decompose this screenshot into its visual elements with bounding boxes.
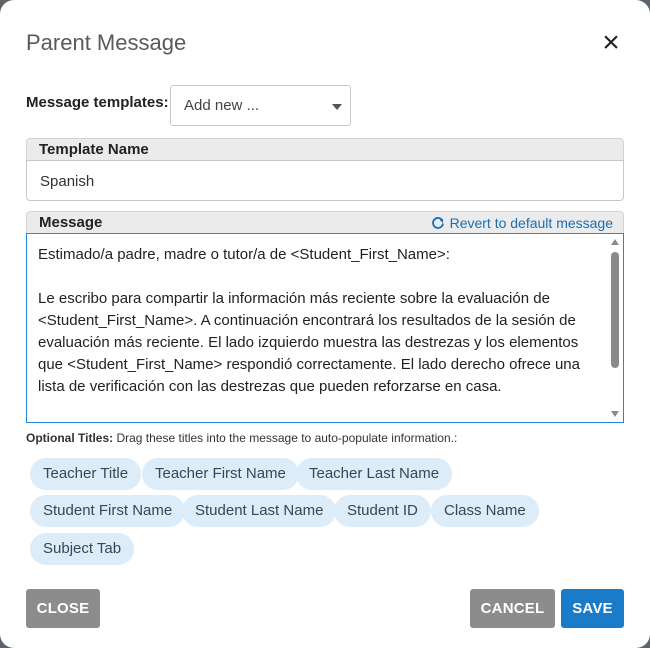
chip-subject-tab[interactable]: Subject Tab	[30, 533, 134, 565]
optional-titles-label	[26, 431, 457, 445]
chip-student-id[interactable]: Student ID	[334, 495, 431, 527]
scroll-thumb[interactable]	[611, 252, 619, 368]
chip-class-name[interactable]: Class Name	[431, 495, 539, 527]
dialog-title: Parent Message	[26, 30, 187, 55]
scroll-up-icon[interactable]	[611, 239, 619, 245]
message-templates-selected: Add new ...	[184, 97, 260, 114]
revert-default-label: Revert to default message	[449, 215, 613, 231]
revert-default-link[interactable]	[431, 215, 613, 231]
message-greeting: Estimado/a padre, madre o tutor/a de <Student_First_Name>:	[38, 246, 450, 263]
message-templates-select[interactable]	[170, 85, 351, 126]
message-scrollbar[interactable]	[607, 234, 623, 422]
message-body: Le escribo para compartir la información más reciente sobre la evaluación de <Student_First_Name>. A continuación encontrará los resultados de la sesión de evaluación más reciente. El lado izquierdo muestra las destrezas y los elementos que <Student_First_Name> respondió correctamente. El lado derecho ofrece una lista de verificación con las destrezas que pueden reforzarse en casa.	[38, 290, 580, 395]
save-button[interactable]: SAVE	[561, 589, 624, 628]
cancel-button[interactable]: CANCEL	[470, 589, 555, 628]
template-name-header	[26, 138, 624, 160]
scroll-down-icon[interactable]	[611, 411, 619, 417]
message-text	[38, 244, 598, 398]
chip-teacher-title[interactable]: Teacher Title	[30, 458, 141, 490]
chip-student-first-name[interactable]: Student First Name	[30, 495, 185, 527]
chip-teacher-last-name[interactable]: Teacher Last Name	[296, 458, 452, 490]
template-name-input[interactable]: Spanish	[26, 160, 624, 201]
message-label: Message	[39, 214, 103, 231]
chevron-down-icon	[332, 104, 342, 110]
chip-teacher-first-name[interactable]: Teacher First Name	[142, 458, 299, 490]
optional-titles-heading: Optional Titles:	[26, 431, 114, 445]
message-textarea[interactable]	[26, 233, 624, 423]
message-templates-label: Message templates:	[26, 94, 169, 111]
close-icon[interactable]: ×	[602, 26, 620, 59]
refresh-icon	[431, 216, 445, 230]
optional-titles-hint: Drag these titles into the message to auto-populate information.:	[113, 431, 458, 445]
message-header	[26, 211, 624, 233]
chip-student-last-name[interactable]: Student Last Name	[182, 495, 336, 527]
template-name-label: Template Name	[39, 141, 149, 158]
close-button[interactable]: CLOSE	[26, 589, 100, 628]
